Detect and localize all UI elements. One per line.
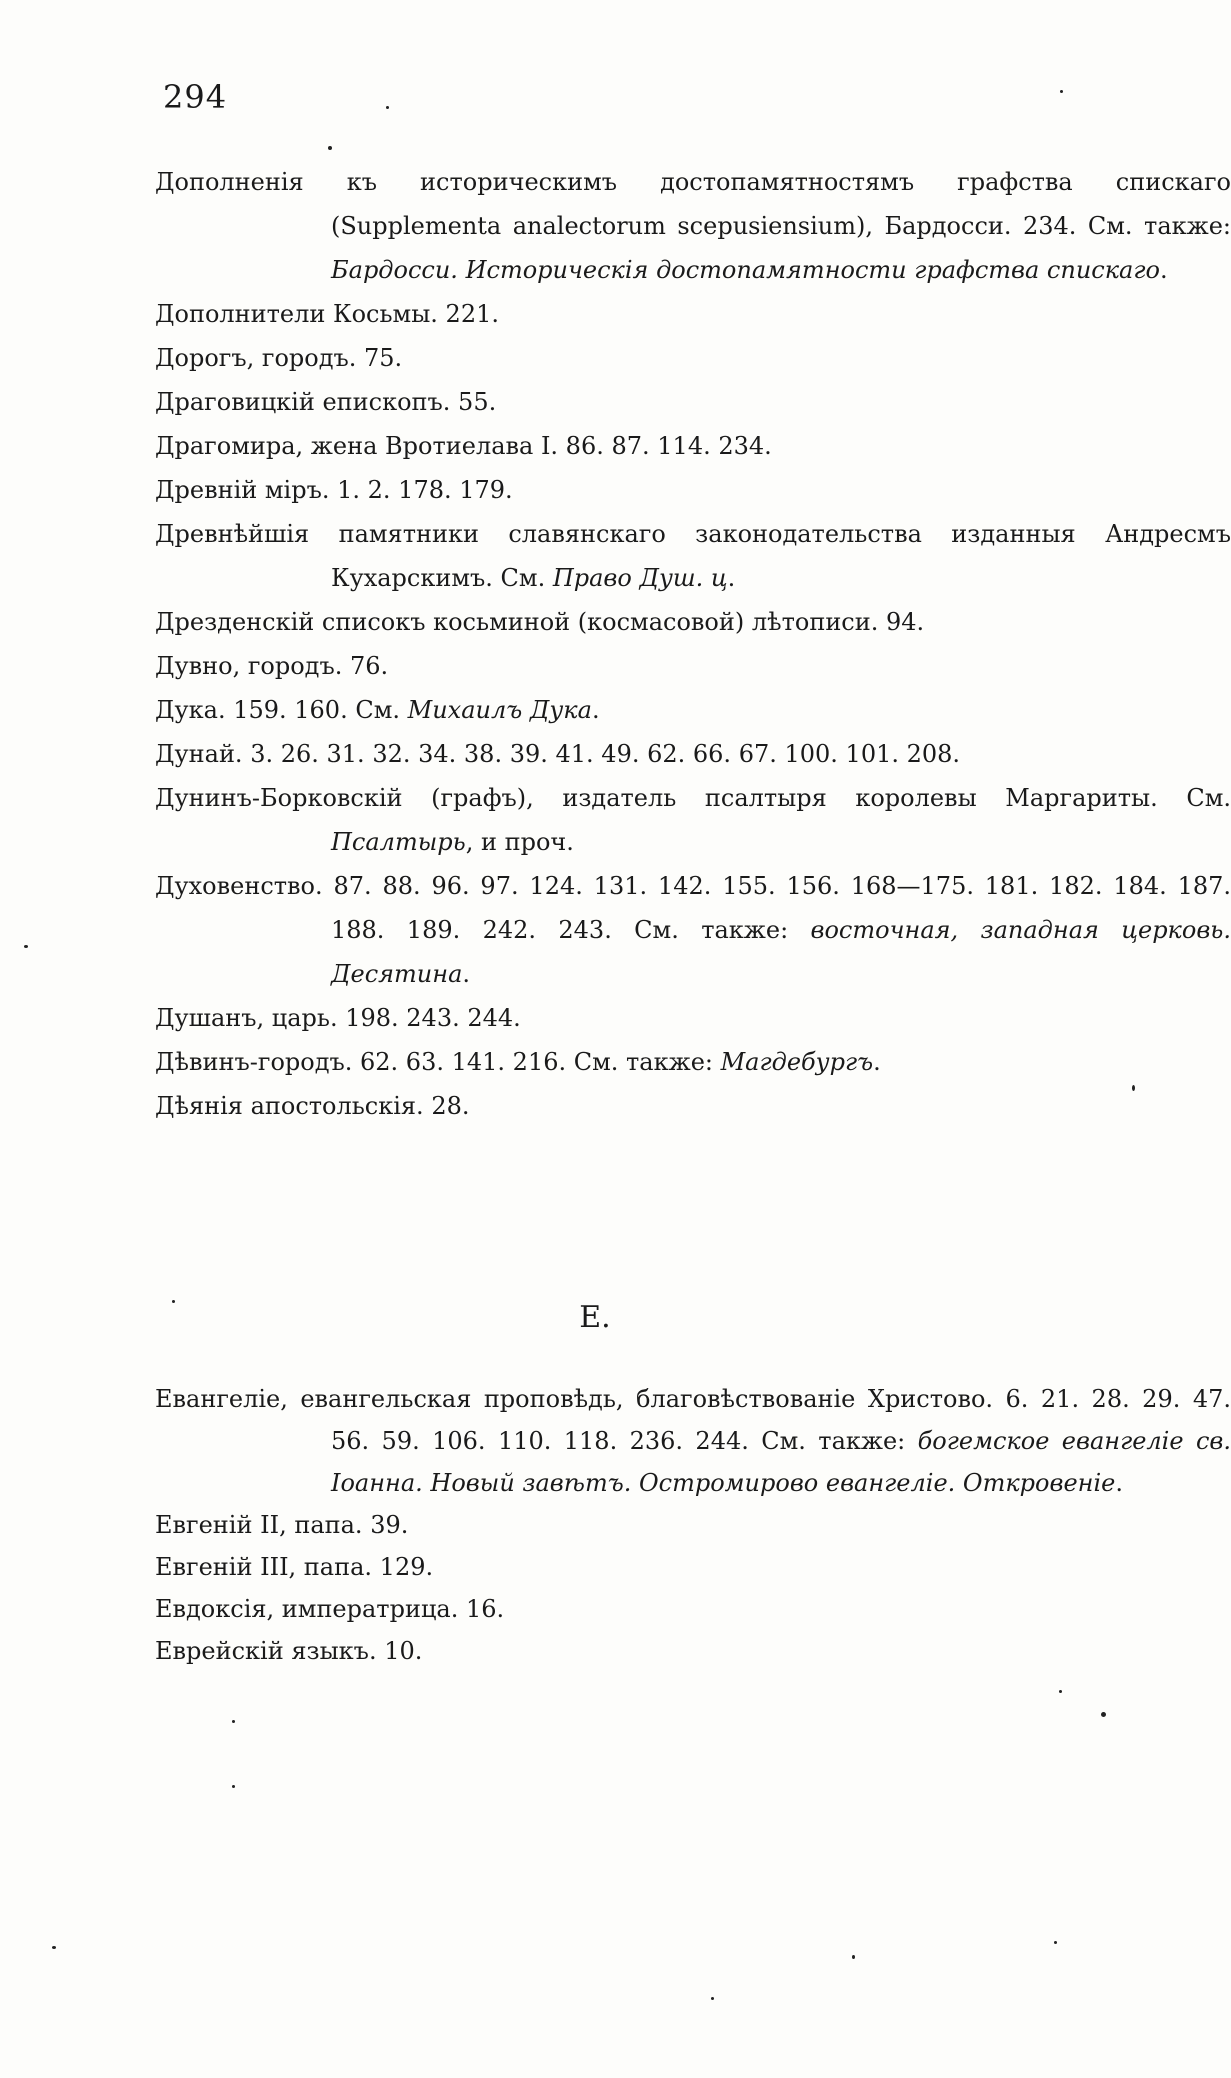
section-heading-e: Е. — [579, 1300, 611, 1335]
index-entry: Дополнители Косьмы. 221. — [155, 300, 499, 328]
index-entry: Древній міръ. 1. 2. 178. 179. — [155, 476, 513, 504]
index-entry: Древнѣйшія памятники славянскаго законодательства изданныя Андресмъ Кухарскимъ. См. Право Душ. ц. — [155, 520, 1231, 592]
scan-speck — [1132, 1085, 1135, 1091]
scan-speck — [1054, 1941, 1057, 1944]
index-entry: Дунай. 3. 26. 31. 32. 34. 38. 39. 41. 49. 62. 66. 67. 100. 101. 208. — [155, 740, 961, 768]
scan-speck — [172, 1300, 175, 1303]
index-entry: Евангеліе, евангельская проповѣдь, благовѣствованіе Христово. 6. 21. 28. 29. 47. 56. 59. 106. 110. 118. 236. 244. См. также: богемское евангеліе св. Іоанна. Новый завѣтъ. Остромирово евангеліе. Откровеніе. — [155, 1385, 1231, 1497]
scan-speck — [232, 1785, 235, 1788]
index-entry: Еврейскій языкъ. 10. — [155, 1637, 423, 1665]
scan-speck — [711, 1997, 714, 2000]
index-entry: Евдоксія, императрица. 16. — [155, 1595, 505, 1623]
index-entry: Дувно, городъ. 76. — [155, 652, 389, 680]
scan-speck — [232, 1720, 235, 1723]
index-entry: Душанъ, царь. 198. 243. 244. — [155, 1004, 521, 1032]
index-section-e — [0, 1378, 1231, 1672]
index-entry: Дрезденскій списокъ косьминой (космасовой) лѣтописи. 94. — [155, 608, 925, 636]
index-entry: Дунинъ-Борковскій (графъ), издатель псалтыря королевы Маргариты. См. Псалтырь, и проч. — [155, 784, 1231, 856]
scan-speck — [386, 106, 389, 109]
scan-speck — [1101, 1712, 1106, 1717]
scan-speck — [328, 146, 332, 150]
scan-speck — [1059, 1690, 1062, 1693]
index-entry: Дорогъ, городъ. 75. — [155, 344, 403, 372]
index-section-d — [0, 160, 1231, 1128]
scan-speck — [24, 945, 28, 948]
index-entry: Евгеній III, папа. 129. — [155, 1553, 434, 1581]
scan-speck — [852, 1955, 855, 1959]
index-entry: Драговицкій епископъ. 55. — [155, 388, 497, 416]
index-entry: Дополненія къ историческимъ достопамятностямъ графства спискаго (Supplementa analectorum scepusiensium), Бардосси. 234. См. также: Бардосси. Историческія достопамятности графства спискаго. — [155, 168, 1231, 284]
index-entry: Дѣянія апостольскія. 28. — [155, 1092, 470, 1120]
scan-speck — [52, 1946, 56, 1949]
index-entry: Духовенство. 87. 88. 96. 97. 124. 131. 142. 155. 156. 168—175. 181. 182. 184. 187. 188. 189. 242. 243. См. также: восточная, западная церковь. Десятина. — [155, 872, 1231, 988]
scan-speck — [1060, 90, 1063, 93]
index-entry: Драгомира, жена Вротиелава I. 86. 87. 114. 234. — [155, 432, 772, 460]
index-entry: Евгеній II, папа. 39. — [155, 1511, 409, 1539]
index-entry: Дѣвинъ-городъ. 62. 63. 141. 216. См. также: Магдебургъ. — [155, 1048, 881, 1076]
index-entry: Дука. 159. 160. См. Михаилъ Дука. — [155, 696, 600, 724]
page-number: 294 — [163, 78, 228, 116]
